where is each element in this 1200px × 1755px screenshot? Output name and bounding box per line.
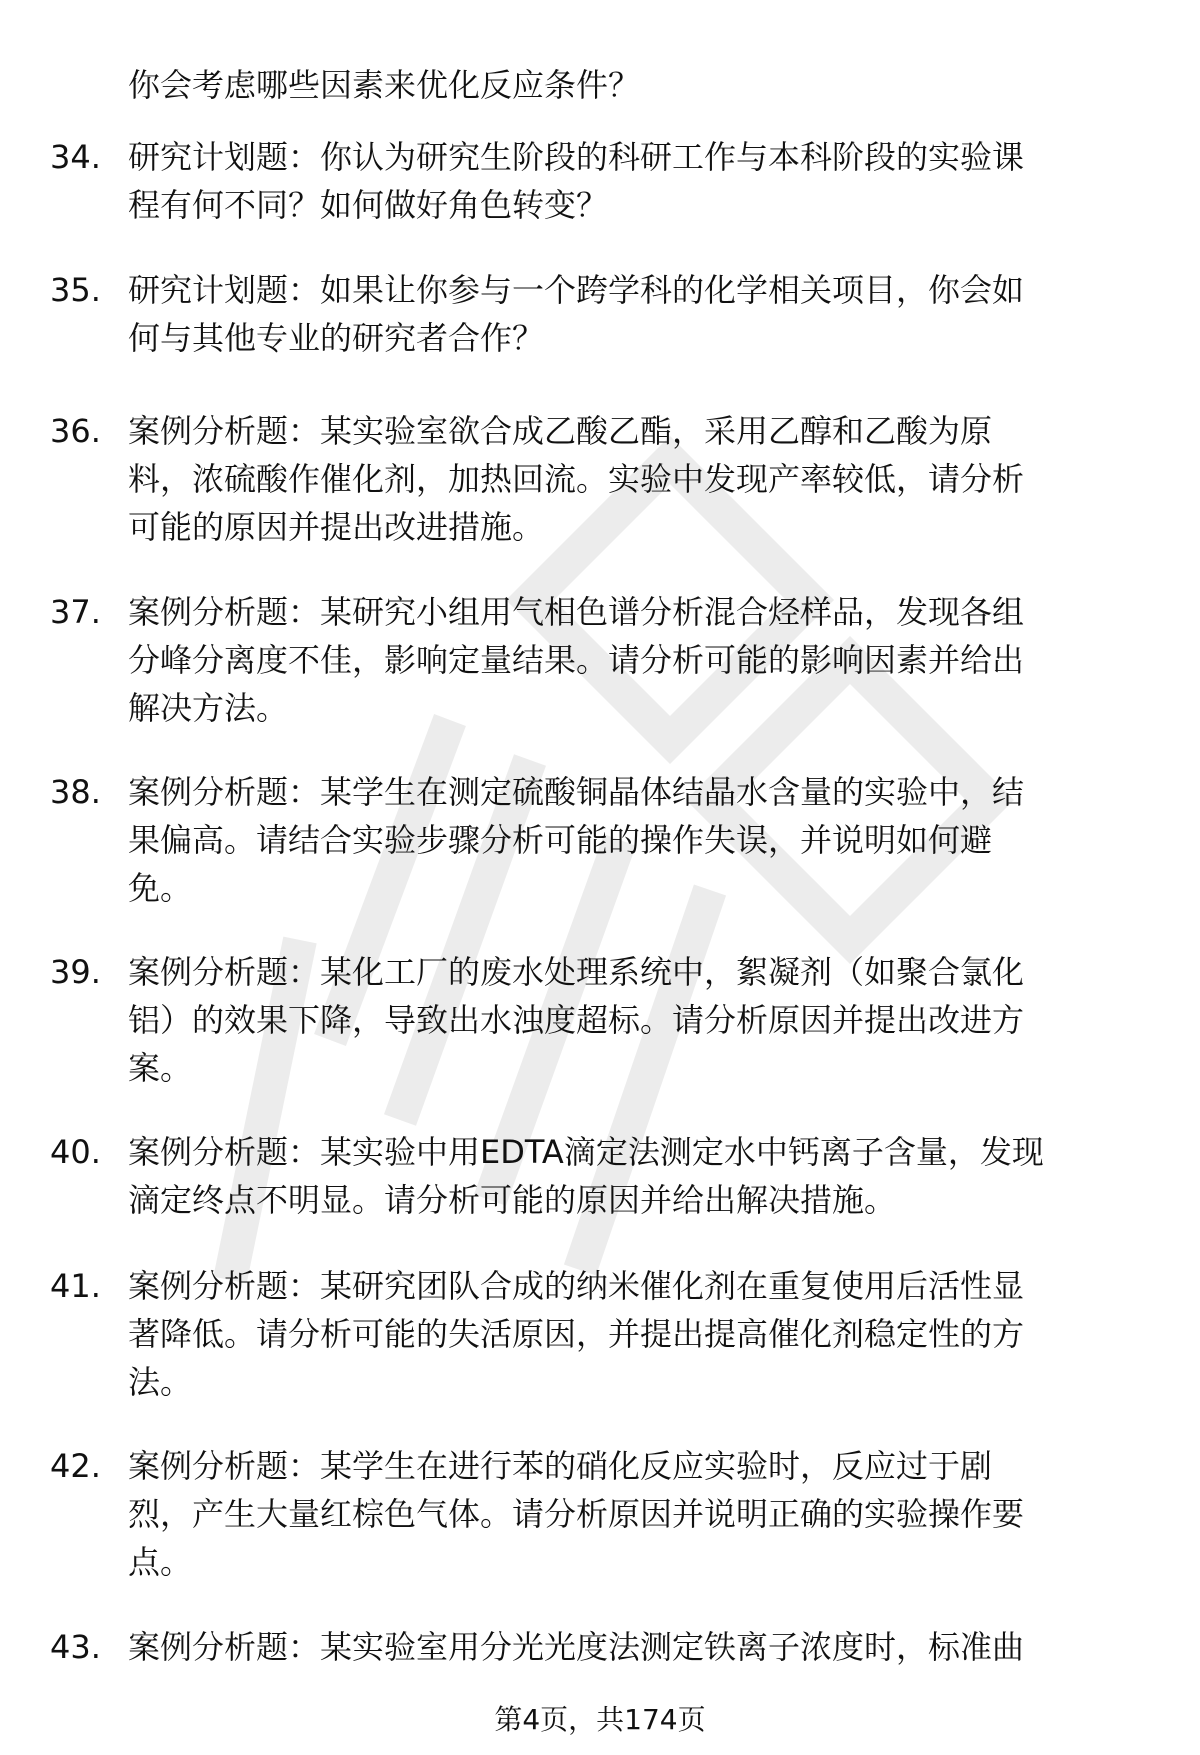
question-text: 研究计划题：如果让你参与一个跨学科的化学相关项目，你会如 何与其他专业的研究者合作？ — [128, 271, 1025, 357]
question-number: 38. — [50, 773, 101, 811]
question-text: 案例分析题：某研究小组用气相色谱分析混合烃样品，发现各组 分峰分离度不佳，影响定量结果。请分析可能的影响因素并给出 解决方法。 — [128, 593, 1025, 727]
question-number: 36. — [50, 412, 101, 450]
question-number: 39. — [50, 953, 101, 991]
question-number: 43. — [50, 1628, 101, 1666]
question-number: 35. — [50, 271, 101, 309]
question-number: 34. — [50, 138, 101, 176]
question-text: 案例分析题：某实验中用EDTA滴定法测定水中钙离子含量，发现 滴定终点不明显。请分析可能的原因并给出解决措施。 — [128, 1133, 1044, 1219]
question-number: 41. — [50, 1267, 101, 1305]
question-text: 案例分析题：某实验室用分光光度法测定铁离子浓度时，标准曲 — [128, 1628, 1025, 1666]
text-line: 你会考虑哪些因素来优化反应条件？ — [128, 66, 641, 104]
question-text: 案例分析题：某学生在测定硫酸铜晶体结晶水含量的实验中，结 果偏高。请结合实验步骤分析可能的操作失误，并说明如何避 免。 — [128, 773, 1025, 907]
question-number: 40. — [50, 1133, 101, 1171]
question-number: 42. — [50, 1447, 101, 1485]
page-number-footer: 第4页，共174页 — [494, 1703, 706, 1736]
question-text: 案例分析题：某化工厂的废水处理系统中，絮凝剂（如聚合氯化 铝）的效果下降，导致出水浊度超标。请分析原因并提出改进方 案。 — [128, 953, 1025, 1087]
question-text: 案例分析题：某实验室欲合成乙酸乙酯，采用乙醇和乙酸为原 料，浓硫酸作催化剂，加热回流。实验中发现产率较低，请分析 可能的原因并提出改进措施。 — [128, 412, 1025, 546]
question-text: 案例分析题：某研究团队合成的纳米催化剂在重复使用后活性显 著降低。请分析可能的失活原因，并提出提高催化剂稳定性的方 法。 — [128, 1267, 1025, 1401]
question-number: 37. — [50, 593, 101, 631]
question-text: 案例分析题：某学生在进行苯的硝化反应实验时，反应过于剧 烈，产生大量红棕色气体。请分析原因并说明正确的实验操作要 点。 — [128, 1447, 1025, 1581]
question-text: 研究计划题：你认为研究生阶段的科研工作与本科阶段的实验课 程有何不同？如何做好角色转变？ — [128, 138, 1025, 224]
